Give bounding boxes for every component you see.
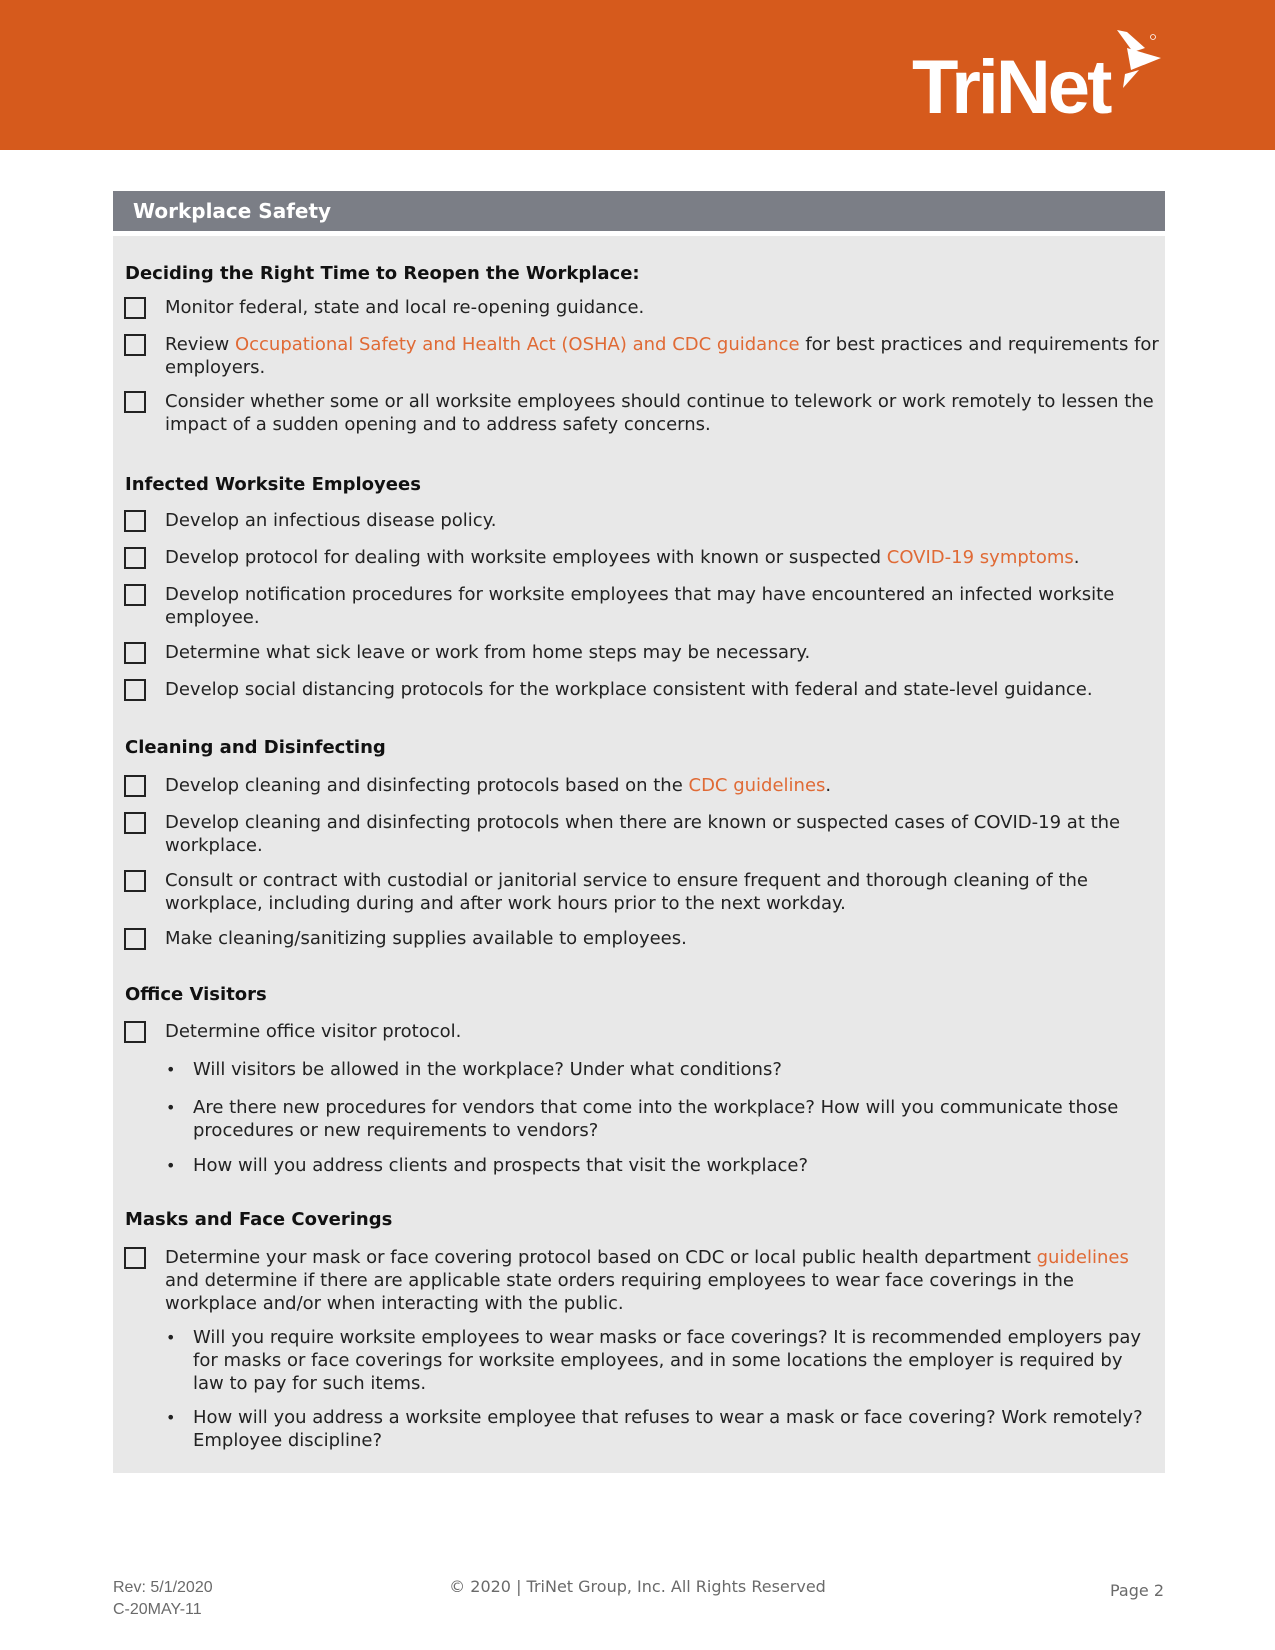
item-text-pre: Develop cleaning and disinfecting protocols based on the xyxy=(165,775,689,796)
logo-text: TriNet xyxy=(912,45,1110,130)
item-text: Consult or contract with custodial or janitorial service to ensure frequent and thorough cleaning of the workplace, including during and after work hours prior to the next workday. xyxy=(165,870,1089,914)
item-text: Develop social distancing protocols for the workplace consistent with federal and state-level guidance. xyxy=(165,679,1093,700)
heading-reopen: Deciding the Right Time to Reopen the Workplace: xyxy=(125,263,640,284)
heading-masks: Masks and Face Coverings xyxy=(125,1209,393,1230)
item-text-pre: Develop protocol for dealing with worksite employees with known or suspected xyxy=(165,547,887,568)
checkbox[interactable] xyxy=(124,679,146,701)
covid-symptoms-link[interactable]: COVID-19 symptoms xyxy=(886,547,1074,568)
checkbox[interactable] xyxy=(124,510,146,532)
checkbox[interactable] xyxy=(124,1247,146,1269)
footer-copyright: © 2020 | TriNet Group, Inc. All Rights Reserved xyxy=(449,1577,826,1596)
checkbox[interactable] xyxy=(124,642,146,664)
trinet-arrow-mark-icon xyxy=(1117,30,1177,90)
osha-cdc-guidance-link[interactable]: Occupational Safety and Health Act (OSHA) and CDC guidance xyxy=(234,334,800,355)
revision-date: Rev: 5/1/2020 xyxy=(113,1579,213,1596)
bullet-text: How will you address a worksite employee that refuses to wear a mask or face covering? Work remotely? Employee discipline? xyxy=(193,1407,1143,1451)
item-text: Consider whether some or all worksite employees should continue to telework or work remotely to lessen the impact of a sudden opening and to address safety concerns. xyxy=(165,391,1154,435)
item-text xyxy=(165,333,1165,379)
cdc-guidelines-link[interactable]: CDC guidelines xyxy=(688,775,826,796)
checkbox[interactable] xyxy=(124,334,146,356)
checkbox[interactable] xyxy=(124,775,146,797)
checkbox[interactable] xyxy=(124,297,146,319)
header-bar xyxy=(0,0,1275,150)
item-text: Monitor federal, state and local re-opening guidance. xyxy=(165,297,645,318)
checkbox[interactable] xyxy=(124,1021,146,1043)
item-text-pre: Determine your mask or face covering protocol based on CDC or local public health department xyxy=(165,1247,1037,1268)
checkbox[interactable] xyxy=(124,812,146,834)
mask-guidelines-link[interactable]: guidelines xyxy=(1036,1247,1129,1268)
bullet-text: How will you address clients and prospects that visit the workplace? xyxy=(193,1155,809,1176)
item-text xyxy=(165,546,1165,569)
item-text: Develop an infectious disease policy. xyxy=(165,510,497,531)
bullet-dot: • xyxy=(166,1098,176,1117)
item-text: Make cleaning/sanitizing supplies available to employees. xyxy=(165,928,687,949)
checkbox[interactable] xyxy=(124,391,146,413)
item-text xyxy=(165,1246,1165,1315)
bullet-dot: • xyxy=(166,1156,176,1175)
item-text: Determine office visitor protocol. xyxy=(165,1021,462,1042)
document-code: C-20MAY-11 xyxy=(113,1601,202,1618)
item-text-post: . xyxy=(825,775,832,796)
item-text xyxy=(165,774,1165,797)
item-text: Develop notification procedures for worksite employees that may have encountered an infected worksite employee. xyxy=(165,584,1115,628)
bullet-text: Are there new procedures for vendors that come into the workplace? How will you communicate those procedures or new requirements to vendors? xyxy=(193,1097,1119,1141)
item-text: Develop cleaning and disinfecting protocols when there are known or suspected cases of COVID-19 at the workplace. xyxy=(165,812,1121,856)
trinet-logo xyxy=(912,30,1172,130)
item-text-post: for best practices and requirements for employers. xyxy=(165,334,1159,378)
item-text-post: . xyxy=(1073,547,1080,568)
heading-visitors: Office Visitors xyxy=(125,984,267,1005)
item-text-pre: Review xyxy=(165,334,235,355)
checkbox[interactable] xyxy=(124,547,146,569)
page-number: Page 2 xyxy=(1110,1581,1164,1600)
heading-cleaning: Cleaning and Disinfecting xyxy=(125,737,386,758)
heading-infected: Infected Worksite Employees xyxy=(125,474,421,495)
item-text: Determine what sick leave or work from home steps may be necessary. xyxy=(165,642,811,663)
bullet-dot: • xyxy=(166,1408,176,1427)
checkbox[interactable] xyxy=(124,928,146,950)
item-text-post: and determine if there are applicable state orders requiring employees to wear face coverings in the workplace and/or when interacting with the public. xyxy=(165,1270,1074,1314)
section-title: Workplace Safety xyxy=(133,199,332,223)
bullet-text: Will you require worksite employees to wear masks or face coverings? It is recommended employers pay for masks or face coverings for worksite employees, and in some locations the employer is required by law to pay for such items. xyxy=(193,1327,1142,1394)
section-title-bar xyxy=(113,191,1165,231)
checkbox[interactable] xyxy=(124,870,146,892)
bullet-dot: • xyxy=(166,1328,176,1347)
bullet-dot: • xyxy=(166,1060,176,1079)
bullet-text: Will visitors be allowed in the workplace? Under what conditions? xyxy=(193,1059,782,1080)
checkbox[interactable] xyxy=(124,584,146,606)
